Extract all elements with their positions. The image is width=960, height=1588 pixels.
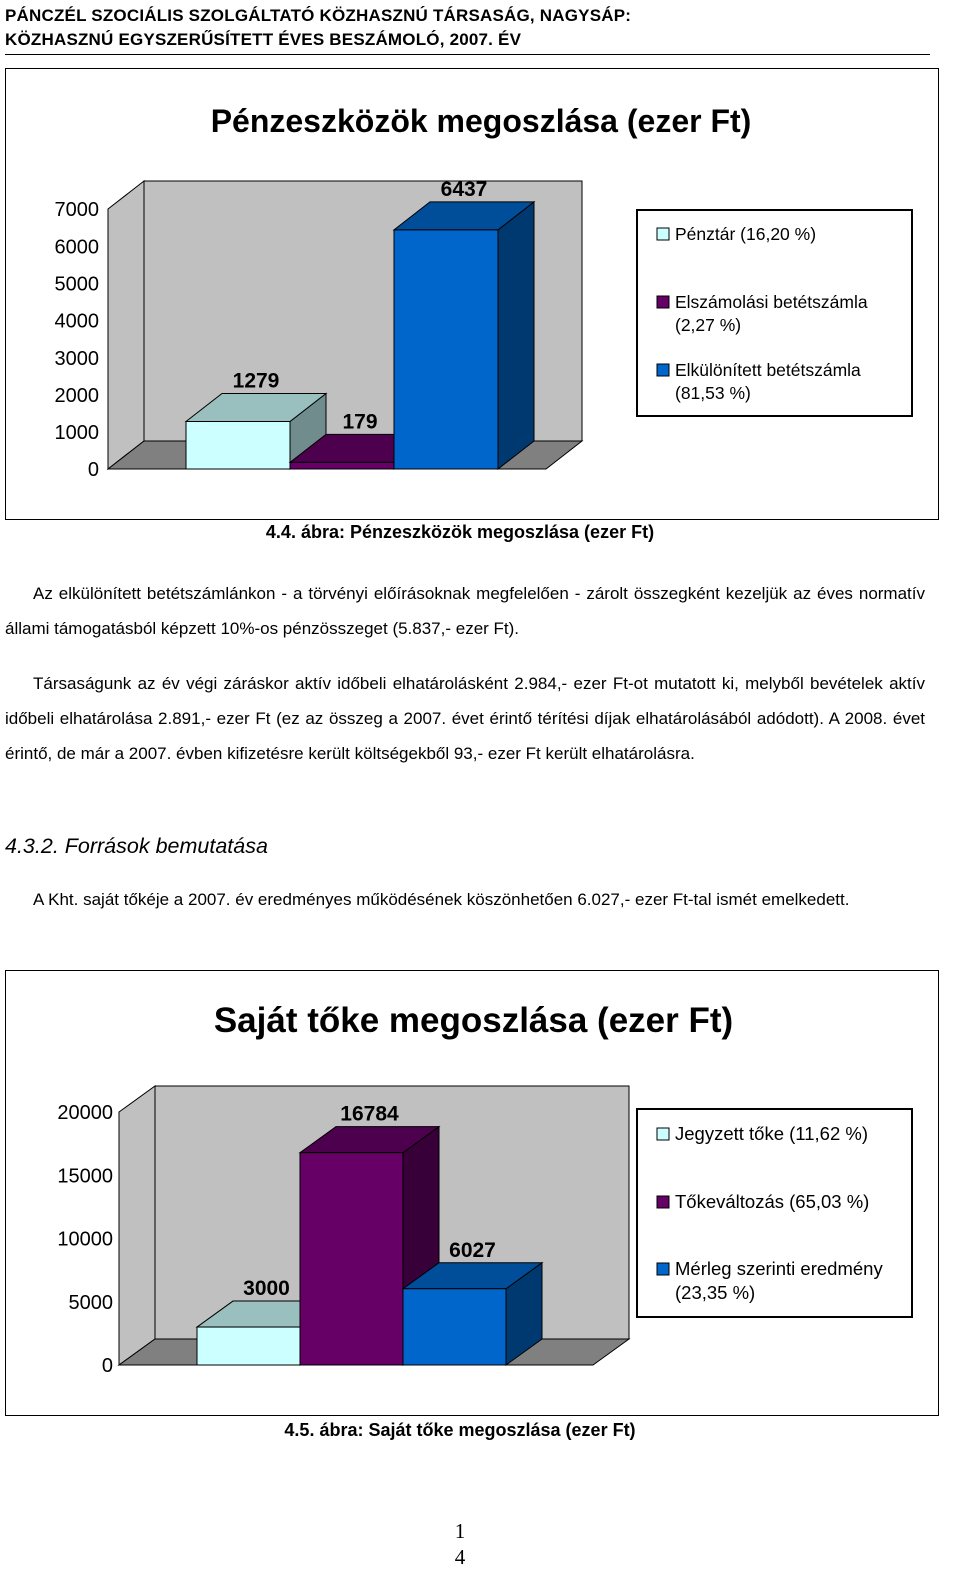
bar xyxy=(290,462,394,469)
y-tick-label: 2000 xyxy=(54,384,99,407)
bar xyxy=(394,230,498,469)
y-tick-label: 5000 xyxy=(54,273,99,296)
figure-caption: 4.5. ábra: Saját tőke megoszlása (ezer Ft) xyxy=(284,1420,636,1440)
bar-data-label: 3000 xyxy=(243,1277,290,1301)
paragraph-text: Az elkülönített betétszámlánkon - a törvényi előírásoknak megfelelően - zárolt összegként kezeljük az éves normatív állami támogatásból képzett 10%-os pénzösszeget (5.837,- ezer Ft). xyxy=(5,584,925,638)
chart-side-wall xyxy=(119,1086,155,1365)
paragraph-text: A Kht. saját tőkéje a 2007. év eredményes működésének köszönhetően 6.027,- ezer Ft-tal ismét emelkedett. xyxy=(33,890,850,909)
bar-data-label: 16784 xyxy=(340,1102,399,1126)
figure-caption: 4.4. ábra: Pénzeszközök megoszlása (ezer Ft) xyxy=(265,522,655,542)
page-number-digit: 4 xyxy=(454,1545,466,1569)
legend-swatch xyxy=(657,228,669,240)
y-tick-label: 0 xyxy=(87,459,99,482)
page-number xyxy=(440,1518,480,1570)
y-tick-label: 6000 xyxy=(54,236,99,259)
bar xyxy=(197,1327,300,1365)
header-line-1: PÁNCZÉL SZOCIÁLIS SZOLGÁLTATÓ KÖZHASZNÚ TÁRSASÁG, NAGYSÁP: xyxy=(5,6,632,25)
bar-data-label: 1279 xyxy=(232,369,280,393)
bar xyxy=(403,1289,506,1365)
y-tick-label: 4000 xyxy=(54,310,99,333)
section-heading: 4.3.2. Források bemutatása xyxy=(5,834,268,858)
legend-entry xyxy=(675,224,816,244)
legend-entry-line: (81,53 %) xyxy=(675,382,751,403)
y-tick-label: 7000 xyxy=(54,199,99,222)
legend-entry xyxy=(675,1191,869,1212)
legend-entry xyxy=(675,1123,868,1144)
legend-entry-line: Elkülönített betétszámla xyxy=(675,360,861,380)
bar-side xyxy=(498,202,534,469)
legend-entry-line: Elszámolási betétszámla xyxy=(675,292,868,312)
legend-swatch xyxy=(657,296,669,308)
paragraph-segregated-account xyxy=(5,576,925,646)
page-header xyxy=(5,4,930,55)
chart-plot xyxy=(6,69,938,519)
chart-equity-distribution xyxy=(5,970,939,1416)
chart-title: Pénzeszközök megoszlása (ezer Ft) xyxy=(210,103,752,139)
y-tick-label: 20000 xyxy=(57,1102,113,1125)
y-tick-label: 5000 xyxy=(68,1291,113,1314)
legend-entry-line: (23,35 %) xyxy=(675,1282,756,1304)
bar-data-label: 6437 xyxy=(440,177,488,201)
y-tick-label: 10000 xyxy=(57,1228,113,1251)
legend-entry-line: Pénztár (16,20 %) xyxy=(675,224,817,244)
chart-plot xyxy=(6,971,938,1415)
legend-entry-line: Jegyzett tőke (11,62 %) xyxy=(675,1123,868,1144)
paragraph-equity xyxy=(5,882,925,917)
bar-data-label: 179 xyxy=(342,410,378,434)
chart-cash-distribution xyxy=(5,68,939,520)
chart-side-wall xyxy=(108,181,144,469)
legend-swatch xyxy=(657,1196,669,1208)
header-line-2: KÖZHASZNÚ EGYSZERŰSÍTETT ÉVES BESZÁMOLÓ, 2007. ÉV xyxy=(5,30,522,49)
bar xyxy=(300,1153,403,1365)
legend-entry-line: (2,27 %) xyxy=(675,314,742,335)
bar xyxy=(186,421,290,469)
y-tick-label: 15000 xyxy=(57,1165,113,1188)
y-tick-label: 1000 xyxy=(54,422,99,445)
legend-entry-line: Mérleg szerinti eredmény xyxy=(675,1258,883,1279)
chart-title: Saját tőke megoszlása (ezer Ft) xyxy=(213,1001,734,1040)
legend-swatch xyxy=(657,1263,669,1275)
paragraph-text: Társaságunk az év végi záráskor aktív időbeli elhatárolásként 2.984,- ezer Ft-ot mutatott ki, melyből bevételek aktív időbeli elhatárolása 2.891,- ezer Ft (ez az összeg a 2007. évet érintő térítési díjak elhatárolásából adódott). A 2008. évet érintő, de már a 2007. évben kifizetésre került költségekből 93,- ezer Ft került elhatárolásra. xyxy=(5,674,925,763)
bar-data-label: 6027 xyxy=(449,1238,496,1262)
legend-entry-line: Tőkeváltozás (65,03 %) xyxy=(675,1191,870,1212)
y-tick-label: 0 xyxy=(101,1355,113,1378)
legend-swatch xyxy=(657,1128,669,1140)
page-number-digit: 1 xyxy=(454,1519,466,1543)
legend-swatch xyxy=(657,364,669,376)
y-tick-label: 3000 xyxy=(54,347,99,370)
paragraph-accruals xyxy=(5,666,925,771)
